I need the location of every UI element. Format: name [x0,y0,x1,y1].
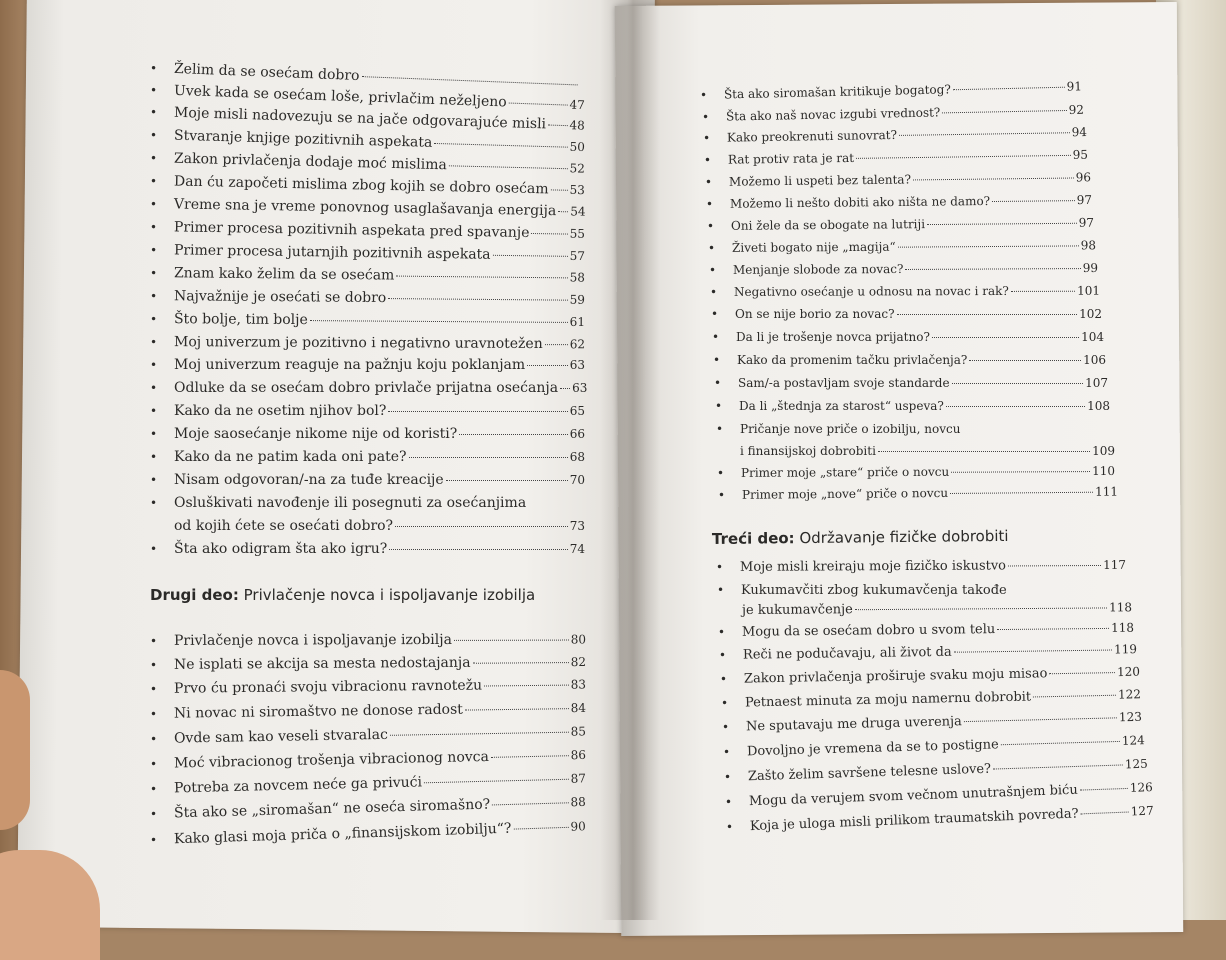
bullet-icon [704,156,712,164]
bullet-icon [703,134,711,142]
leader-dots [951,471,1090,473]
leader-dots [992,200,1075,202]
bullet-icon [150,131,158,139]
toc-entry[interactable] [150,380,588,396]
leader-dots [1011,291,1075,292]
toc-entry[interactable] [717,583,1127,598]
leader-dots [1001,741,1120,745]
toc-entry-title: Primer procesa pozitivnih aspekata pred spavanje [173,219,530,241]
leader-dots [484,685,569,687]
toc-page-number: 124 [1121,733,1146,748]
bullet-icon [712,333,720,341]
toc-page-number: 102 [1079,307,1102,321]
leader-dots [527,365,568,366]
toc-entry[interactable] [714,376,1108,390]
toc-entry-title: Primer moje „nove“ priče o novcu [741,485,949,502]
bullet-icon [709,266,717,274]
toc-entry-title: Vreme sna je vreme ponovnog usaglašavanja energija [173,196,557,220]
section-label: Treći deo: [711,529,795,548]
toc-entry-title: Živeti bogato nije „magija“ [731,239,896,255]
toc-page-number: 55 [569,226,586,241]
leader-dots [513,827,568,830]
toc-page-number: 127 [1130,803,1154,819]
bullet-icon [719,651,727,659]
leader-dots [310,320,568,323]
toc-page-number: 106 [1083,353,1106,367]
bullet-icon [705,178,713,186]
toc-entry-title: Moj univerzum je pozitivno i negativno uravnotežen [173,334,543,353]
toc-entry-title: Privlačenje novca i ispoljavanje izobilja [173,631,452,649]
toc-page-number: 94 [1071,124,1088,140]
toc-entry-continuation[interactable] [174,518,585,534]
bullet-icon [715,402,723,410]
leader-dots [409,457,568,458]
bullet-icon [150,292,158,300]
bullet-icon [726,823,734,831]
bullet-icon [720,675,728,683]
bullet-icon [150,361,158,369]
toc-entry-title: Mogu da se osećam dobro u svom telu [741,622,996,640]
toc-entry[interactable] [150,541,585,557]
toc-entry-title: Sam/-a postavljam svoje standarde [738,376,950,390]
bullet-icon [706,200,714,208]
toc-entry-title: Uvek kada se osećam loše, privlačim neželjeno [173,82,508,111]
leader-dots [905,268,1080,270]
toc-page-number: 96 [1075,170,1092,185]
leader-dots [509,103,568,106]
toc-entry[interactable] [712,330,1104,344]
toc-entry-title: Ne isplati se akcija sa mesta nedostajanja [173,654,471,673]
bullet-icon [700,91,708,99]
bullet-icon [150,685,158,693]
bullet-icon [716,425,724,433]
leader-dots [424,779,569,784]
toc-entry-title: Šta ako se „siromašan“ ne oseća siromašno? [173,796,491,822]
bullet-icon [718,628,726,636]
toc-entry-title: Kako glasi moja priča o „finansijskom izobilju“? [173,820,512,848]
toc-entry-title: Želim da se osećam dobro [173,60,360,85]
leader-dots [491,755,569,758]
bullet-icon [150,545,158,553]
toc-page-number: 82 [570,654,587,670]
toc-entry[interactable] [150,357,585,373]
toc-entry-title: od kojih ćete se osećati dobro? [174,518,394,534]
toc-entry[interactable] [150,334,585,352]
toc-page-number: 87 [570,771,587,786]
toc-entry-title: Kako da ne osetim njihov bol? [174,403,387,419]
toc-page-number: 68 [569,450,585,464]
toc-page-number: 57 [569,248,586,264]
bullet-icon [723,748,731,756]
toc-entry-title: Zakon privlačenja proširuje svaku moju misao [743,666,1048,687]
bullet-icon [725,798,733,806]
leader-dots [1008,565,1101,566]
toc-entry[interactable] [150,403,585,419]
toc-page-number: 73 [569,519,585,533]
bullet-icon [150,177,158,185]
toc-entry[interactable] [150,426,585,442]
bullet-icon [150,315,158,323]
toc-page-number: 91 [1066,79,1083,94]
toc-page-number: 62 [569,337,586,352]
toc-page-number: 118 [1110,620,1135,635]
toc-entry-title: Prvo ću pronaći svoju vibracionu ravnotežu [173,677,483,697]
bullet-icon [150,785,158,793]
leader-dots [560,388,570,389]
toc-entry-title: Možemo li uspeti bez talenta? [728,172,912,189]
toc-page-number: 65 [569,404,585,418]
section-title: Privlačenje novca i ispoljavanje izobilja [243,586,536,604]
leader-dots [1049,672,1115,674]
toc-page-number: 54 [570,204,586,219]
toc-entry-title: je kukumavčenje [741,602,853,618]
toc-entry-title: Stvaranje knjige pozitivnih aspekata [173,127,433,151]
bullet-icon [150,200,158,208]
toc-page-number: 47 [569,97,585,113]
toc-entry-title: Kako da ne patim kada oni pate? [174,449,407,465]
bullet-icon [150,223,158,231]
leader-dots [396,276,567,279]
toc-entry-title: Znam kako želim da se osećam [173,265,395,284]
bullet-icon [721,699,729,707]
toc-entry[interactable] [716,422,1112,436]
leader-dots [878,451,1090,452]
leader-dots [545,344,568,345]
leader-dots [388,298,567,301]
toc-page-number: 97 [1076,192,1093,208]
toc-page-number: 70 [569,473,585,487]
section-title: Održavanje fizičke dobrobiti [799,526,1009,548]
section-label: Drugi deo: [150,586,239,604]
toc-page-number: 125 [1124,756,1148,772]
bullet-icon [717,469,725,477]
toc-page-number: 61 [569,314,586,330]
bullet-icon [150,499,158,507]
bullet-icon [150,453,158,461]
bullet-icon [150,338,158,346]
toc-entry-title: Petnaest minuta za moju namernu dobrobit [744,689,1032,711]
leader-dots [446,480,568,481]
toc-page-number: 126 [1129,780,1153,795]
toc-page-number: 58 [569,270,586,285]
toc-page-number: 99 [1082,260,1099,276]
toc-page-number: 83 [570,677,587,692]
toc-page-number: 101 [1077,283,1101,298]
bullet-icon [711,310,719,318]
leader-dots [492,802,568,805]
toc-entry-title: Nisam odgovoran/-na za tuđe kreacije [174,472,444,488]
leader-dots [997,628,1109,630]
toc-entry[interactable] [150,495,585,511]
leader-dots [993,764,1123,769]
leader-dots [434,143,567,148]
toc-page-number: 84 [570,700,587,716]
toc-entry-title: Moje misli nadovezuju se na jače odgovarajuće misli [173,104,547,133]
toc-entry-title: Odluke da se osećam dobro privlače prijatna osećanja [174,380,559,396]
toc-page-number: 107 [1085,376,1108,390]
bullet-icon [724,773,732,781]
toc-page-number: 122 [1117,687,1142,702]
toc-entry-title: Negativno osećanje u odnosu na novac i rak? [733,283,1009,299]
toc-entry[interactable] [710,284,1100,299]
leader-dots [952,383,1084,384]
toc-page-number: 74 [569,542,585,556]
bullet-icon [150,108,158,116]
bullet-icon [150,637,158,645]
toc-entry-title: Kukumavčiti zbog kukumavčenja takođe [741,583,1007,598]
bullet-icon [150,661,158,669]
toc-entry-title: Moj univerzum reaguje na pažnju koju poklanjam [174,357,526,373]
bullet-icon [150,836,158,844]
bullet-icon [150,154,158,162]
bullet-icon [150,810,158,818]
toc-entry[interactable] [708,238,1096,255]
bullet-icon [150,735,158,743]
bullet-icon [150,269,158,277]
toc-entry-title: Menjanje slobode za novac? [732,261,904,277]
toc-page-number: 86 [570,747,587,763]
bullet-icon [150,86,158,94]
toc-entry-title: Ni novac ni siromaštvo ne donose radost [173,701,463,722]
leader-dots [389,549,567,550]
bullet-icon [150,384,158,392]
leader-dots [390,732,569,736]
leader-dots [1033,695,1116,698]
leader-dots [964,717,1117,722]
leader-dots [531,233,567,235]
toc-entry-title: Moć vibracionog trošenja vibracionog novca [173,748,490,772]
toc-entry-title: Pričanje nove priče o izobilju, novcu [740,422,961,436]
bullet-icon [714,379,722,387]
toc-page-number: 92 [1068,102,1085,117]
toc-entry-title: Možemo li nešto dobiti ako ništa ne damo? [729,194,991,211]
toc-entry-title: Primer moje „stare“ priče o novcu [740,464,950,480]
leader-dots [897,314,1078,315]
toc-entry[interactable] [716,558,1126,575]
toc-entry-title: Osluškivati navođenje ili posegnuti za osećanjima [174,495,527,511]
toc-entry-title: Da li „štednja za starost“ uspeva? [739,399,944,413]
toc-entry-title: Zakon privlačenja dodaje moć mislima [173,150,447,174]
bullet-icon [716,563,724,571]
leader-dots [969,360,1081,361]
toc-entry[interactable] [150,311,585,330]
leader-dots [1081,812,1129,815]
toc-entry-title: Ne sputavaju me druga uverenja [745,714,963,735]
toc-page-number: 97 [1078,215,1095,230]
toc-page-number: 85 [570,724,587,739]
bullet-icon [150,430,158,438]
bullet-icon [150,710,158,718]
bullet-icon [707,222,715,230]
leader-dots [946,406,1085,407]
bullet-icon [150,476,158,484]
toc-page-number: 53 [569,182,586,198]
bullet-icon [713,356,721,364]
section-heading-2 [150,586,535,604]
leader-dots [954,650,1112,653]
toc-page-number: 59 [569,292,586,307]
toc-entry[interactable] [715,399,1110,413]
leader-dots [953,87,1065,91]
toc-page-number: 98 [1080,238,1097,253]
toc-entry-title: Reči ne podučavaju, ali život da [742,644,952,663]
leader-dots [927,223,1077,225]
toc-page-number: 123 [1118,709,1143,725]
leader-dots [932,337,1079,338]
toc-page-number: 90 [570,819,587,834]
toc-page-number: 50 [569,139,586,155]
leader-dots [459,434,567,435]
bullet-icon [717,586,725,594]
leader-dots [361,76,577,85]
toc-entry-title: Potreba za novcem neće ga privući [173,774,423,797]
toc-entry[interactable] [711,307,1102,321]
toc-page-number: 95 [1072,147,1089,162]
leader-dots [388,411,567,412]
toc-entry-title: Moje misli kreiraju moje fizičko iskustvo [739,558,1007,575]
toc-entry-title: Koja je uloga misli prilikom traumatskih povreda? [749,806,1079,835]
toc-entry[interactable] [713,353,1106,367]
toc-entry[interactable] [709,261,1098,277]
toc-page-number: 119 [1113,642,1138,657]
toc-entry-title: Najvažnije je osećati se dobro [173,288,387,307]
toc-entry-title: Primer procesa jutarnjih pozitivnih aspekata [173,242,491,263]
section-heading-3 [712,527,1009,548]
leader-dots [1080,788,1128,791]
toc-page-number: 48 [569,118,586,133]
toc-page-number: 108 [1087,399,1110,413]
leader-dots [454,640,569,641]
leader-dots [473,662,569,664]
toc-entry-title: Što bolje, tim bolje [173,311,308,329]
bullet-icon [722,723,730,731]
toc-entry-continuation[interactable] [742,600,1132,618]
toc-page-number: 111 [1095,484,1119,499]
toc-entry-title: Dan ću započeti mislima zbog kojih se dobro osećam [173,173,549,198]
leader-dots [856,155,1071,159]
bullet-icon [150,246,158,254]
leader-dots [465,708,569,710]
leader-dots [913,177,1074,180]
toc-page-number: 118 [1109,600,1133,615]
toc-page-number: 80 [570,632,587,647]
toc-entry-title: Oni žele da se obogate na lutriji [730,217,926,233]
toc-page-number: 66 [569,427,585,441]
leader-dots [548,125,568,127]
leader-dots [493,255,568,257]
toc-entry-title: Kako preokrenuti sunovrat? [726,127,898,145]
leader-dots [449,165,568,169]
hand-finger [0,670,30,830]
toc-page-number: 104 [1081,330,1104,344]
toc-entry[interactable] [150,449,585,465]
leader-dots [558,211,568,212]
leader-dots [898,245,1079,247]
leader-dots [855,607,1107,610]
toc-entry-title: Dovoljno je vremena da se to postigne [746,737,999,760]
bullet-icon [708,244,716,252]
toc-entry[interactable] [150,654,586,673]
leader-dots [899,132,1070,136]
toc-entry[interactable] [150,472,585,488]
toc-entry-title: Šta ako siromašan kritikuje bogatog? [723,82,951,102]
toc-page-number: 52 [569,161,586,176]
leader-dots [950,492,1093,494]
bullet-icon [150,760,158,768]
toc-page-number: 110 [1092,463,1116,479]
bullet-icon [718,491,726,499]
toc-entry-title: Moje saosećanje nikome nije od koristi? [174,426,458,442]
toc-entry-title: Da li je trošenje novca prijatno? [736,330,930,344]
toc-entry-title: Rat protiv rata je rat [727,150,855,167]
toc-entry-continuation[interactable] [740,444,1115,458]
bullet-icon [702,113,710,121]
toc-page-number: 109 [1092,444,1115,458]
toc-page-number: 63 [572,381,588,395]
bullet-icon [710,288,718,296]
toc-page-number: 88 [570,794,587,810]
toc-page-number: 120 [1116,664,1141,680]
toc-entry-title: Mogu da verujem svom večnom unutrašnjem biću [748,782,1078,810]
leader-dots [942,110,1066,113]
toc-page-number: 63 [569,358,585,372]
leader-dots [551,189,568,190]
toc-entry-title: Zašto želim savršene telesne uslove? [747,761,992,785]
toc-entry-title: Šta ako odigram šta ako igru? [174,541,388,557]
toc-entry-title: Šta ako naš novac izgubi vrednost? [725,105,941,124]
toc-entry-title: Ovde sam kao veseli stvaralac [173,726,388,747]
toc-entry[interactable] [150,631,586,649]
toc-page-number: 117 [1103,557,1127,572]
toc-entry-title: On se nije borio za novac? [735,307,895,321]
leader-dots [395,526,568,527]
toc-entry-title: i finansijskoj dobrobiti [740,444,876,458]
toc-entry[interactable] [717,464,1115,480]
toc-entry-title: Kako da promenim tačku privlačenja? [737,353,968,367]
bullet-icon [150,64,158,72]
bullet-icon [150,407,158,415]
